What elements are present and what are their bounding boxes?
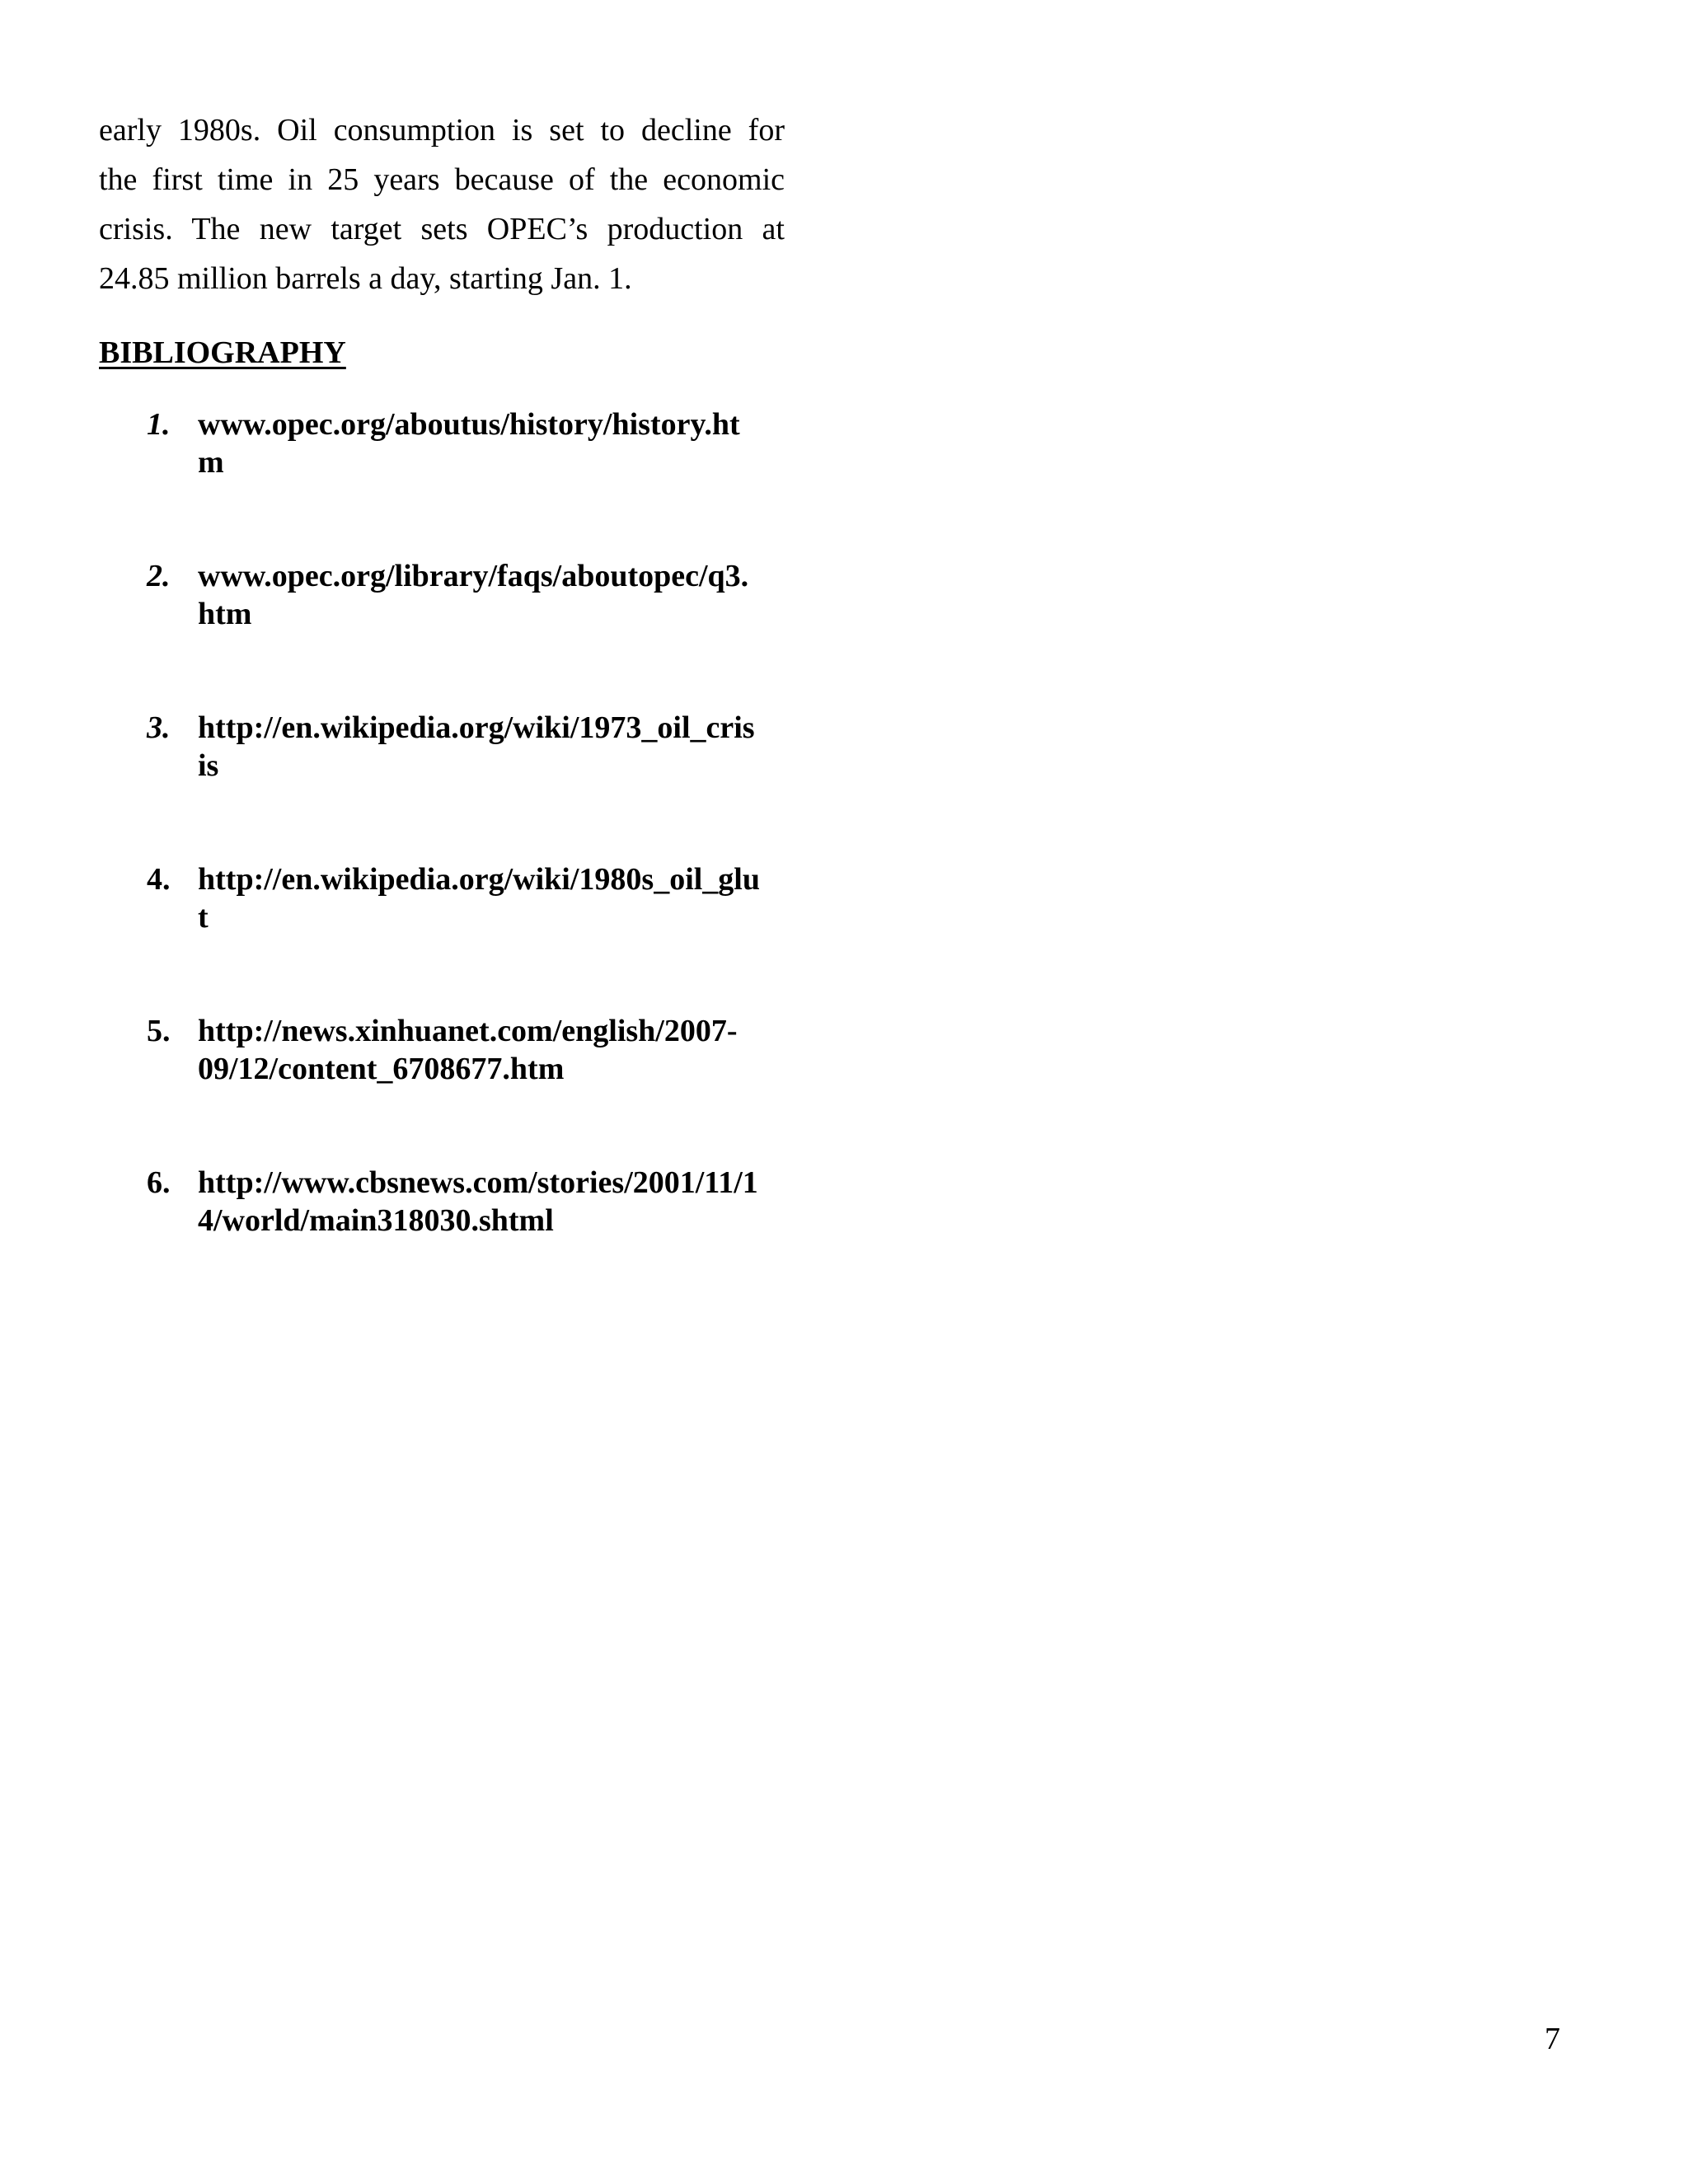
bibliography-entry	[99, 709, 785, 785]
bibliography-list	[99, 405, 785, 1240]
entry-number: 2.	[147, 559, 171, 593]
body-paragraph	[99, 105, 785, 303]
bibliography-entry	[99, 1164, 785, 1240]
bibliography-entry	[99, 860, 785, 936]
bibliography-entry	[99, 1012, 785, 1088]
entry-url-line: http://www.cbsnews.com/stories/2001/11/1	[198, 1165, 758, 1200]
page-number: 7	[1545, 2022, 1560, 2056]
text-column	[99, 105, 785, 1240]
paragraph-line: crisis. The new target sets OPEC’s production at	[99, 212, 785, 246]
entry-url-line: t	[198, 900, 209, 935]
entry-url-line: m	[198, 445, 224, 480]
entry-number: 6.	[147, 1165, 171, 1200]
entry-number: 5.	[147, 1014, 171, 1048]
entry-number: 1.	[147, 407, 171, 442]
bibliography-entry	[99, 557, 785, 633]
entry-url-line: 4/world/main318030.shtml	[198, 1203, 554, 1238]
entry-url-line: http://en.wikipedia.org/wiki/1980s_oil_glu	[198, 862, 760, 897]
bibliography-entry	[99, 405, 785, 481]
entry-url-line: 09/12/content_6708677.htm	[198, 1052, 565, 1086]
entry-url-line: www.opec.org/aboutus/history/history.ht	[198, 407, 740, 442]
paragraph-line: early 1980s. Oil consumption is set to decline for	[99, 113, 785, 148]
entry-url-line: is	[198, 748, 219, 783]
paragraph-line: the first time in 25 years because of the economic	[99, 162, 785, 197]
entry-number: 3.	[147, 710, 171, 745]
entry-number: 4.	[147, 862, 171, 897]
entry-url-line: http://en.wikipedia.org/wiki/1973_oil_cris	[198, 710, 755, 745]
entry-url-line: http://news.xinhuanet.com/english/2007-	[198, 1014, 738, 1048]
bibliography-heading: BIBLIOGRAPHY	[99, 335, 346, 370]
paragraph-line: 24.85 million barrels a day, starting Jan. 1.	[99, 261, 632, 296]
entry-url-line: htm	[198, 597, 252, 631]
entry-url-line: www.opec.org/library/faqs/aboutopec/q3.	[198, 559, 749, 593]
